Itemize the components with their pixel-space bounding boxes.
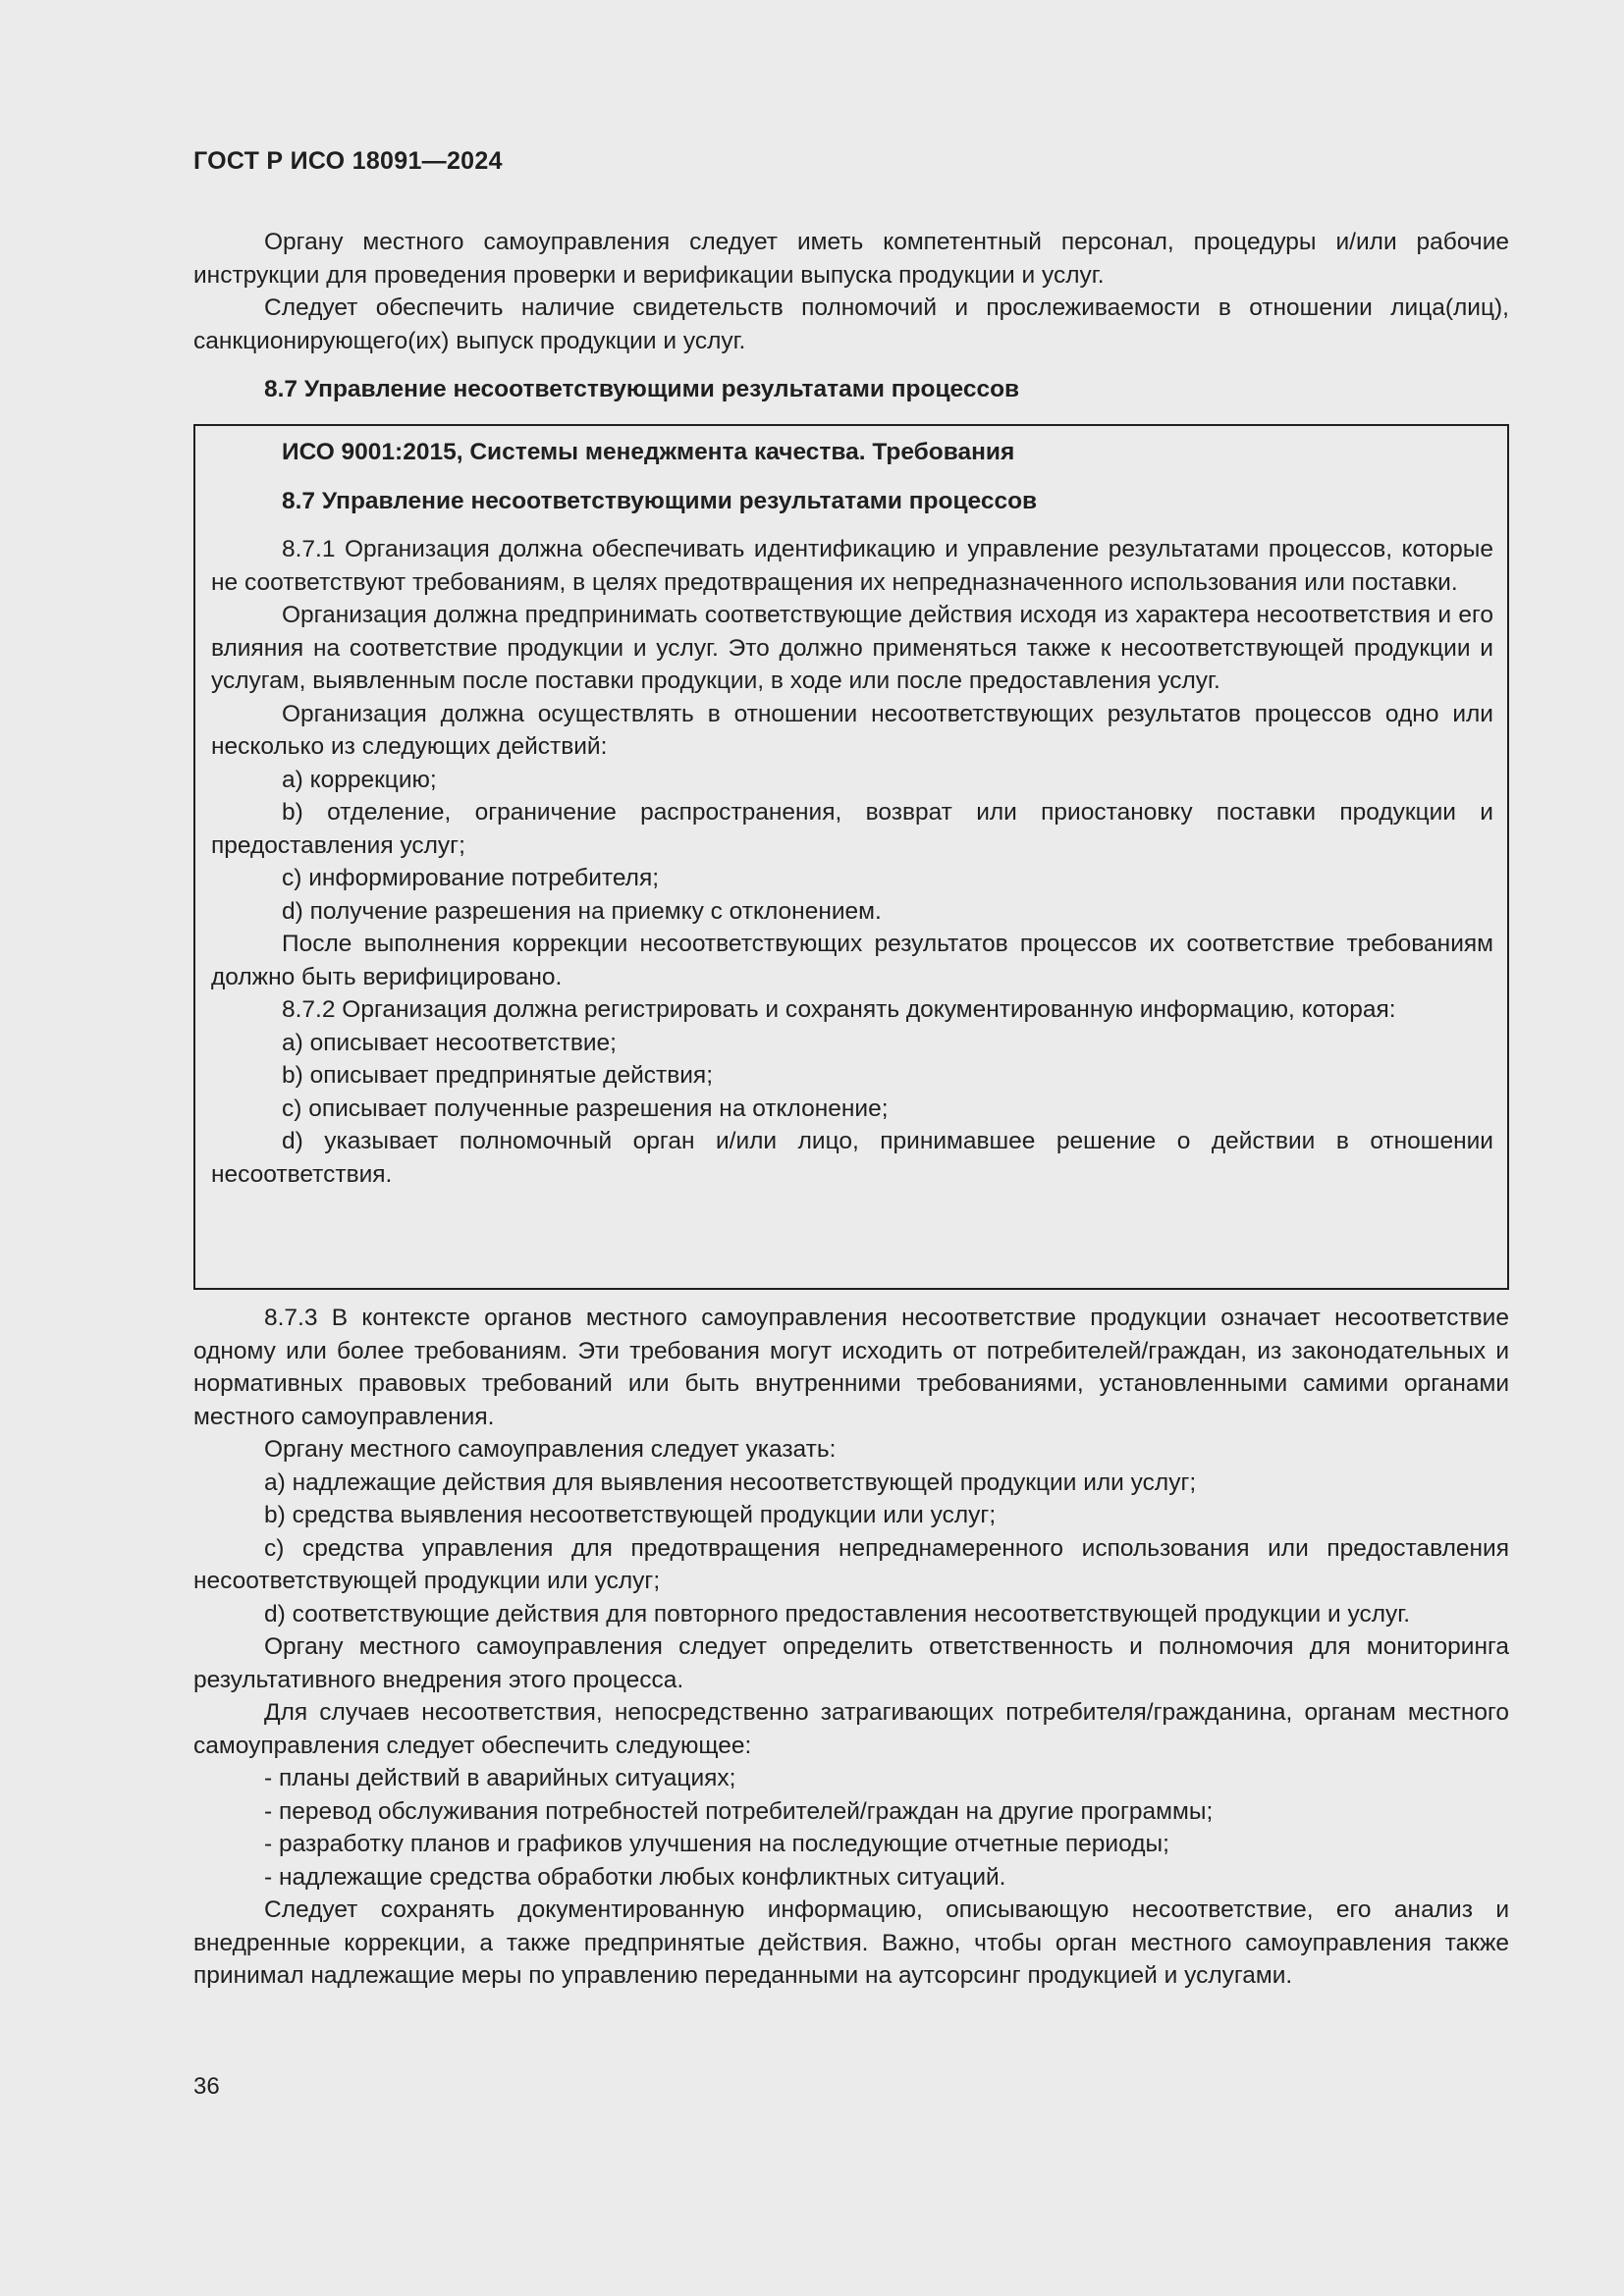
quoted-standard-content	[211, 436, 1493, 1191]
box-paragraph: 8.7.1 Организация должна обеспечивать идентификацию и управление результатами процессов, которые не соответствуют требованиям, в целях предотвращения их непредназначенного использования или поставки.	[211, 536, 1493, 596]
commentary-bullet-item: - надлежащие средства обработки любых конфликтных ситуаций.	[264, 1863, 1006, 1891]
quoted-standard-box	[193, 424, 1509, 1290]
commentary-list-item: a) надлежащие действия для выявления несоответствующей продукции или услуг;	[264, 1468, 1197, 1496]
commentary-list-item: c) средства управления для предотвращения непреднамеренного использования или предоставления несоответствующей продукции или услуг;	[193, 1534, 1509, 1594]
commentary-paragraph: 8.7.3 В контексте органов местного самоуправления несоответствие продукции означает несоответствие одному или более требованиям. Эти требования могут исходить от потребителей/граждан, из законодательных и нормативных правовых требований или быть внутренними требованиями, установленными самими органами местного самоуправления.	[193, 1305, 1509, 1430]
commentary-bullet-item: - перевод обслуживания потребностей потребителей/граждан на другие программы;	[264, 1797, 1214, 1825]
commentary-bullet-item: - планы действий в аварийных ситуациях;	[264, 1765, 736, 1791]
box-list-item: b) отделение, ограничение распространения, возврат или приостановку поставки продукции и предоставления услуг;	[211, 799, 1493, 859]
commentary-section	[193, 1302, 1509, 1993]
box-list-item: c) информирование потребителя;	[282, 865, 660, 891]
document-header: ГОСТ Р ИСО 18091—2024	[193, 147, 503, 175]
box-paragraph: Организация должна осуществлять в отношении несоответствующих результатов процессов одно или несколько из следующих действий:	[211, 700, 1493, 760]
commentary-paragraph: Для случаев несоответствия, непосредственно затрагивающих потребителя/гражданина, органам местного самоуправления следует обеспечить следующее:	[193, 1699, 1509, 1759]
commentary-bullet-item: - разработку планов и графиков улучшения на последующие отчетные периоды;	[264, 1831, 1169, 1857]
box-list-item: c) описывает полученные разрешения на отклонение;	[282, 1095, 889, 1122]
box-list-item: a) коррекцию;	[282, 766, 437, 793]
commentary-list-item: d) соответствующие действия для повторного предоставления несоответствующей продукции и услуг.	[264, 1600, 1411, 1628]
intro-paragraph-1: Органу местного самоуправления следует иметь компетентный персонал, процедуры и/или рабочие инструкции для проведения проверки и верификации выпуска продукции и услуг.	[193, 229, 1509, 289]
page-number: 36	[193, 2073, 220, 2100]
box-paragraph: 8.7.2 Организация должна регистрировать и сохранять документированную информацию, которая:	[282, 996, 1396, 1023]
box-heading: 8.7 Управление несоответствующими результатами процессов	[282, 487, 1038, 514]
box-paragraph: Организация должна предпринимать соответствующие действия исходя из характера несоответствия и его влияния на соответствие продукции и услуг. Это должно применяться также к несоответствующей продукции и услугам, выявленным после поставки продукции, в ходе или после предоставления услуг.	[211, 602, 1493, 694]
intro-section	[193, 226, 1509, 406]
commentary-list-item: b) средства выявления несоответствующей продукции или услуг;	[264, 1502, 997, 1528]
box-list-item: d) получение разрешения на приемку с отклонением.	[282, 897, 882, 925]
section-heading: 8.7 Управление несоответствующими результатами процессов	[264, 376, 1020, 402]
intro-paragraph-2: Следует обеспечить наличие свидетельств полномочий и прослеживаемости в отношении лица(лиц), санкционирующего(их) выпуск продукции и услуг.	[193, 294, 1509, 354]
box-paragraph: После выполнения коррекции несоответствующих результатов процессов их соответствие требованиям должно быть верифицировано.	[211, 931, 1493, 990]
box-title: ИСО 9001:2015, Системы менеджмента качества. Требования	[282, 439, 1015, 465]
commentary-paragraph: Следует сохранять документированную информацию, описывающую несоответствие, его анализ и внедренные коррекции, а также предпринятые действия. Важно, чтобы орган местного самоуправления также принимал надлежащие меры по управлению переданными на аутсорсинг продукцией и услугами.	[193, 1896, 1509, 1989]
box-list-item: d) указывает полномочный орган и/или лицо, принимавшее решение о действии в отношении несоответствия.	[211, 1128, 1493, 1188]
commentary-paragraph: Органу местного самоуправления следует определить ответственность и полномочия для мониторинга результативного внедрения этого процесса.	[193, 1633, 1509, 1693]
box-list-item: b) описывает предпринятые действия;	[282, 1062, 714, 1089]
box-list-item: a) описывает несоответствие;	[282, 1029, 617, 1056]
commentary-paragraph: Органу местного самоуправления следует указать:	[264, 1436, 837, 1463]
